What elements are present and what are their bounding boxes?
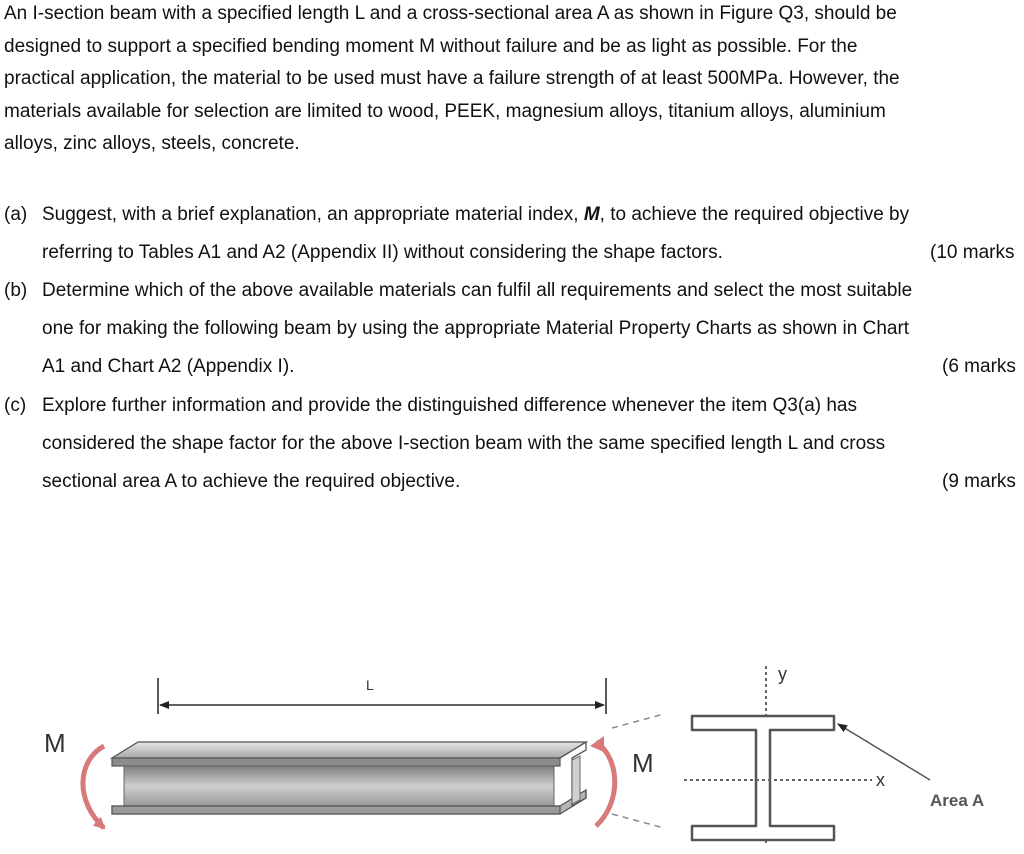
- moment-right: [590, 736, 654, 826]
- moment-left: [44, 728, 104, 828]
- question-line: A1 and Chart A2 (Appendix I).: [42, 356, 295, 377]
- cross-section: [684, 664, 984, 844]
- question-line: considered the shape factor for the above I-section beam with the same specified length L and cross: [42, 433, 886, 454]
- question-label: (a): [4, 204, 28, 225]
- beam-drawing: [112, 742, 586, 814]
- figure-q3: [0, 640, 1024, 854]
- question-line: sectional area A to achieve the required objective.: [42, 471, 461, 492]
- projection-line: [612, 814, 664, 828]
- question-line: [42, 196, 909, 234]
- marks-label: (6 marks: [942, 356, 1016, 377]
- material-index-symbol: M: [583, 204, 600, 225]
- area-label: Area A: [930, 791, 985, 810]
- intro-line: designed to support a specified bending moment M without failure and be as light as possible. For the: [4, 35, 858, 57]
- marks-label: (10 marks: [930, 242, 1015, 263]
- question-line: Determine which of the above available materials can fulfil all requirements and select the most suitable: [42, 280, 913, 301]
- question-label: (b): [4, 280, 28, 301]
- question-line: referring to Tables A1 and A2 (Appendix II) without considering the shape factors.: [42, 242, 723, 263]
- question-text: , to achieve the required objective by: [599, 204, 910, 225]
- intro-line: An I-section beam with a specified length L and a cross-sectional area A as shown in Figure Q3, should be: [4, 3, 897, 24]
- question-line: one for making the following beam by using the appropriate Material Property Charts as shown in Chart: [42, 318, 910, 339]
- intro-line: materials available for selection are limited to wood, PEEK, magnesium alloys, titanium alloys, aluminium: [4, 100, 886, 122]
- moment-right-label: M: [632, 748, 654, 778]
- intro-line: practical application, the material to be used must have a failure strength of at least 500MPa. However, the: [4, 68, 900, 89]
- question-line: Explore further information and provide the distinguished difference whenever the item Q3(a) has: [42, 395, 857, 416]
- question-text: Suggest, with a brief explanation, an appropriate material index,: [42, 204, 584, 225]
- moment-left-label: M: [44, 728, 66, 758]
- question-label: (c): [4, 395, 27, 416]
- projection-line: [612, 714, 664, 728]
- marks-label: (9 marks: [942, 471, 1016, 492]
- axis-y-label: y: [778, 664, 787, 684]
- intro-line: alloys, zinc alloys, steels, concrete.: [4, 133, 300, 154]
- length-label: L: [366, 677, 374, 693]
- intro-paragraph: [4, 0, 1024, 161]
- axis-x-label: x: [876, 770, 885, 790]
- length-dimension: [158, 677, 606, 714]
